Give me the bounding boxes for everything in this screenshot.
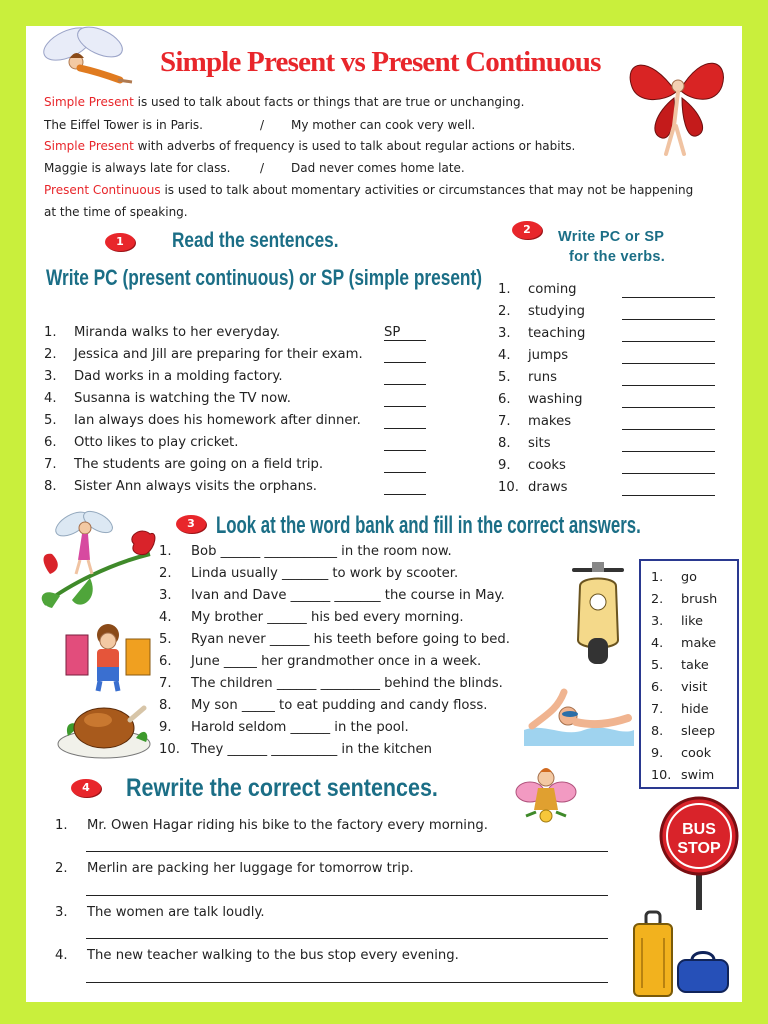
bus-stop-sign-text: BUS STOP [677,821,721,857]
worksheet: Simple Present vs Present Continuous Simple Present is used to talk about facts or things that are true or unchanging. The Eiffel Tower is in Paris. / My mother can cook very well. Simple Present with adverbs of frequency is used to talk about regular actions or habits. Maggie is always late for class. / Dad never comes home late. Present Continuous is used to talk about momentary activities or circumstances that may not be happening at the time of speaking. 1 Read the sentences. Write PC (present continuous) or SP (simple present) 1. Miranda walks to her everyday. SP 2. Jessica and Jill are preparing for their exam. 3. Dad works in a molding factory. 4. Susanna is watching the TV now. 5. Ian always does his homework after dinner. 6. Otto likes to play cricket. 7. The students are going on a field trip. 8. Sister Ann always visits the orphans. 2 Write PC or SP for the verbs. 1. coming 2. studying 3. teaching 4. jumps 5. runs 6. washing 7. makes 8. sits 9. cooks 10. draws 3 Look at the word bank and fill in the correct answers. 1. Bob ______ ___________ in the room now. 2. Linda usually _______ to work by scooter. 3. Ivan and Dave ______ _______ the course in May. 4. My brother ______ his bed every morning. 5. Ryan never ______ his teeth before going to bed. 6. June _____ her grandmother once in a week. 7. The children ______ _________ behind the blinds. 8. My son _____ to eat pudding and candy floss. 9. Harold seldom ______ in the pool. 10. They ______ __________ in the kitchen 1. go 2. brush 3. like 4. make 5. take 6. visit 7. hide 8. sleep 9. cook 10. swim 4 Rewrite the correct sentences. 1. Mr. Owen Hagar riding his bike to the factory every morning. 2. Merlin are packing her luggage for tomorrow trip. 3. The women are talk loudly. 4. The new teacher walking to the bus stop every evening. BUS STOP [26,26,742,1002]
answer-blank[interactable] [622,370,715,386]
example-sentence: Dad never comes home late. [291,161,465,175]
example-sentence: The Eiffel Tower is in Paris. [44,118,203,132]
section-1-badge: 1 [105,233,135,251]
separator: / [260,161,265,175]
section-3-badge: 3 [176,515,206,533]
child-building-blocks-illustration [64,621,156,693]
answer-blank[interactable] [622,414,715,430]
answer-blank[interactable] [384,413,426,429]
red-winged-fairy-illustration [618,42,734,164]
answer-blank[interactable] [384,435,426,451]
rewrite-line[interactable] [86,851,608,852]
intro-text: is used to talk about momentary activities or circumstances that may not be happening [160,183,694,197]
intro-text: with adverbs of frequency is used to talk about regular actions or habits. [133,139,576,153]
answer-blank[interactable] [622,436,715,452]
roast-turkey-illustration [54,696,154,762]
answer-blank[interactable] [622,458,715,474]
rewrite-line[interactable] [86,895,608,896]
answer-blank[interactable] [384,347,426,363]
separator: / [260,118,265,132]
answer-blank[interactable] [384,391,426,407]
answer-blank[interactable] [622,480,715,496]
section-2-heading: for the verbs. [569,249,666,265]
section-4-heading: Rewrite the correct sentences. [126,774,438,802]
answer-blank[interactable] [622,304,715,320]
section-1-heading: Read the sentences. [172,229,339,252]
section-3-heading: Look at the word bank and fill in the correct answers. [216,512,641,539]
answer-blank[interactable] [622,326,715,342]
term-simple-present: Simple Present [44,95,134,109]
section-4-badge: 4 [71,779,101,797]
rewrite-line[interactable] [86,938,608,939]
intro-text: is used to talk about facts or things that are true or unchanging. [133,95,525,109]
swimmer-illustration [524,686,634,746]
rewrite-line[interactable] [86,982,608,983]
answer-blank[interactable] [384,457,426,473]
answer-blank[interactable] [622,282,715,298]
section-1-instruction: Write PC (present continuous) or SP (simple present) [46,265,482,290]
section-2-badge: 2 [512,221,542,239]
section-2-heading: Write PC or SP [558,229,665,245]
example-sentence: Maggie is always late for class. [44,161,231,175]
scooter-illustration [562,556,634,670]
example-sentence: My mother can cook very well. [291,118,476,132]
answer-blank[interactable]: SP [384,325,426,341]
luggage-illustration [626,908,736,1000]
intro-text: at the time of speaking. [44,205,188,219]
flower-fairy-illustration [30,504,158,622]
fairy-illustration [30,26,142,88]
answer-blank[interactable] [622,392,715,408]
page-title: Simple Present vs Present Continuous [160,46,601,78]
word-bank: 1. go 2. brush 3. like 4. make 5. take 6. visit 7. hide 8. sleep 9. cook 10. swim [639,559,739,789]
answer-blank[interactable] [384,479,426,495]
answer-blank[interactable] [622,348,715,364]
term-present-continuous: Present Continuous [44,183,161,197]
term-simple-present: Simple Present [44,139,134,153]
small-fairy-illustration [514,766,578,828]
answer-blank[interactable] [384,369,426,385]
